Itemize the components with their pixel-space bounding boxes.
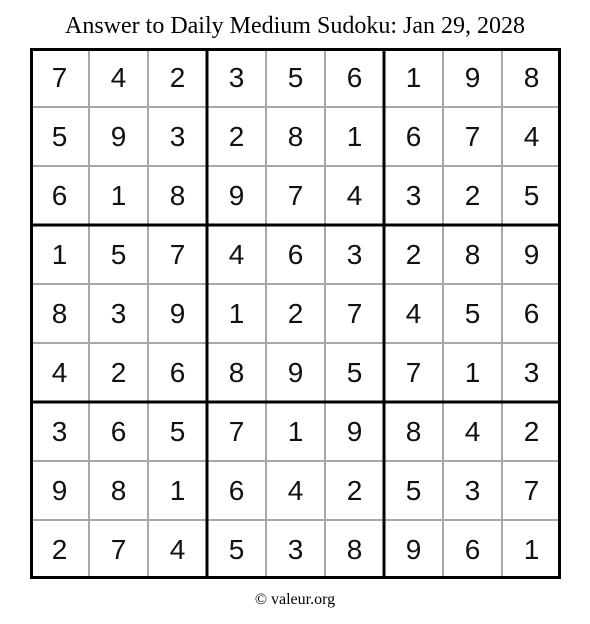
sudoku-cell: 9 <box>384 520 443 579</box>
sudoku-cell: 5 <box>89 225 148 284</box>
sudoku-cell: 7 <box>502 461 561 520</box>
sudoku-cell: 5 <box>443 284 502 343</box>
sudoku-cell: 3 <box>502 343 561 402</box>
sudoku-cell: 2 <box>30 520 89 579</box>
sudoku-cell: 4 <box>325 166 384 225</box>
sudoku-board <box>30 48 561 579</box>
sudoku-cell: 6 <box>384 107 443 166</box>
sudoku-cell: 4 <box>148 520 207 579</box>
sudoku-cell: 6 <box>89 402 148 461</box>
sudoku-cell: 1 <box>207 284 266 343</box>
sudoku-cell: 5 <box>148 402 207 461</box>
sudoku-cell: 7 <box>207 402 266 461</box>
sudoku-cell: 2 <box>89 343 148 402</box>
sudoku-cell: 2 <box>325 461 384 520</box>
sudoku-cell: 4 <box>502 107 561 166</box>
sudoku-cell: 7 <box>266 166 325 225</box>
sudoku-cell: 1 <box>325 107 384 166</box>
sudoku-cell: 4 <box>384 284 443 343</box>
sudoku-cell: 7 <box>443 107 502 166</box>
sudoku-cell: 3 <box>266 520 325 579</box>
sudoku-cell: 8 <box>30 284 89 343</box>
sudoku-cell: 9 <box>89 107 148 166</box>
sudoku-cell: 5 <box>266 48 325 107</box>
sudoku-cell: 4 <box>207 225 266 284</box>
sudoku-cell: 1 <box>266 402 325 461</box>
sudoku-cell: 9 <box>30 461 89 520</box>
sudoku-cell: 8 <box>384 402 443 461</box>
sudoku-cell: 8 <box>207 343 266 402</box>
sudoku-cell: 3 <box>443 461 502 520</box>
sudoku-cell: 2 <box>443 166 502 225</box>
sudoku-cell: 7 <box>30 48 89 107</box>
sudoku-cell: 5 <box>207 520 266 579</box>
sudoku-cell: 9 <box>207 166 266 225</box>
sudoku-cell: 4 <box>30 343 89 402</box>
sudoku-cell: 3 <box>89 284 148 343</box>
sudoku-cell: 8 <box>443 225 502 284</box>
sudoku-cell: 1 <box>443 343 502 402</box>
page-title: Answer to Daily Medium Sudoku: Jan 29, 2028 <box>65 13 525 39</box>
sudoku-cell: 1 <box>30 225 89 284</box>
sudoku-cell: 6 <box>148 343 207 402</box>
sudoku-grid <box>30 48 561 579</box>
sudoku-cell: 7 <box>89 520 148 579</box>
sudoku-cell: 7 <box>148 225 207 284</box>
sudoku-cell: 9 <box>266 343 325 402</box>
sudoku-cell: 9 <box>325 402 384 461</box>
sudoku-cell: 5 <box>30 107 89 166</box>
sudoku-cell: 3 <box>325 225 384 284</box>
sudoku-cell: 1 <box>148 461 207 520</box>
sudoku-cell: 4 <box>443 402 502 461</box>
sudoku-cell: 1 <box>89 166 148 225</box>
sudoku-cell: 9 <box>148 284 207 343</box>
sudoku-cell: 9 <box>502 225 561 284</box>
sudoku-cell: 6 <box>443 520 502 579</box>
sudoku-cell: 9 <box>443 48 502 107</box>
sudoku-cell: 6 <box>30 166 89 225</box>
sudoku-cell: 2 <box>384 225 443 284</box>
sudoku-cell: 2 <box>266 284 325 343</box>
sudoku-cell: 2 <box>207 107 266 166</box>
sudoku-cell: 5 <box>502 166 561 225</box>
sudoku-cell: 2 <box>148 48 207 107</box>
sudoku-cell: 6 <box>502 284 561 343</box>
sudoku-cell: 7 <box>384 343 443 402</box>
sudoku-cell: 7 <box>325 284 384 343</box>
sudoku-cell: 4 <box>89 48 148 107</box>
sudoku-cell: 2 <box>502 402 561 461</box>
sudoku-cell: 6 <box>207 461 266 520</box>
sudoku-cell: 8 <box>266 107 325 166</box>
sudoku-cell: 3 <box>384 166 443 225</box>
sudoku-cell: 3 <box>30 402 89 461</box>
sudoku-cell: 1 <box>502 520 561 579</box>
sudoku-cell: 5 <box>384 461 443 520</box>
sudoku-cell: 8 <box>148 166 207 225</box>
sudoku-cell: 3 <box>148 107 207 166</box>
sudoku-cell: 6 <box>266 225 325 284</box>
sudoku-cell: 8 <box>502 48 561 107</box>
sudoku-cell: 5 <box>325 343 384 402</box>
sudoku-cell: 1 <box>384 48 443 107</box>
footer-copyright: © valeur.org <box>254 591 336 608</box>
sudoku-cell: 8 <box>89 461 148 520</box>
sudoku-cell: 8 <box>325 520 384 579</box>
sudoku-cell: 4 <box>266 461 325 520</box>
sudoku-cell: 6 <box>325 48 384 107</box>
sudoku-cell: 3 <box>207 48 266 107</box>
